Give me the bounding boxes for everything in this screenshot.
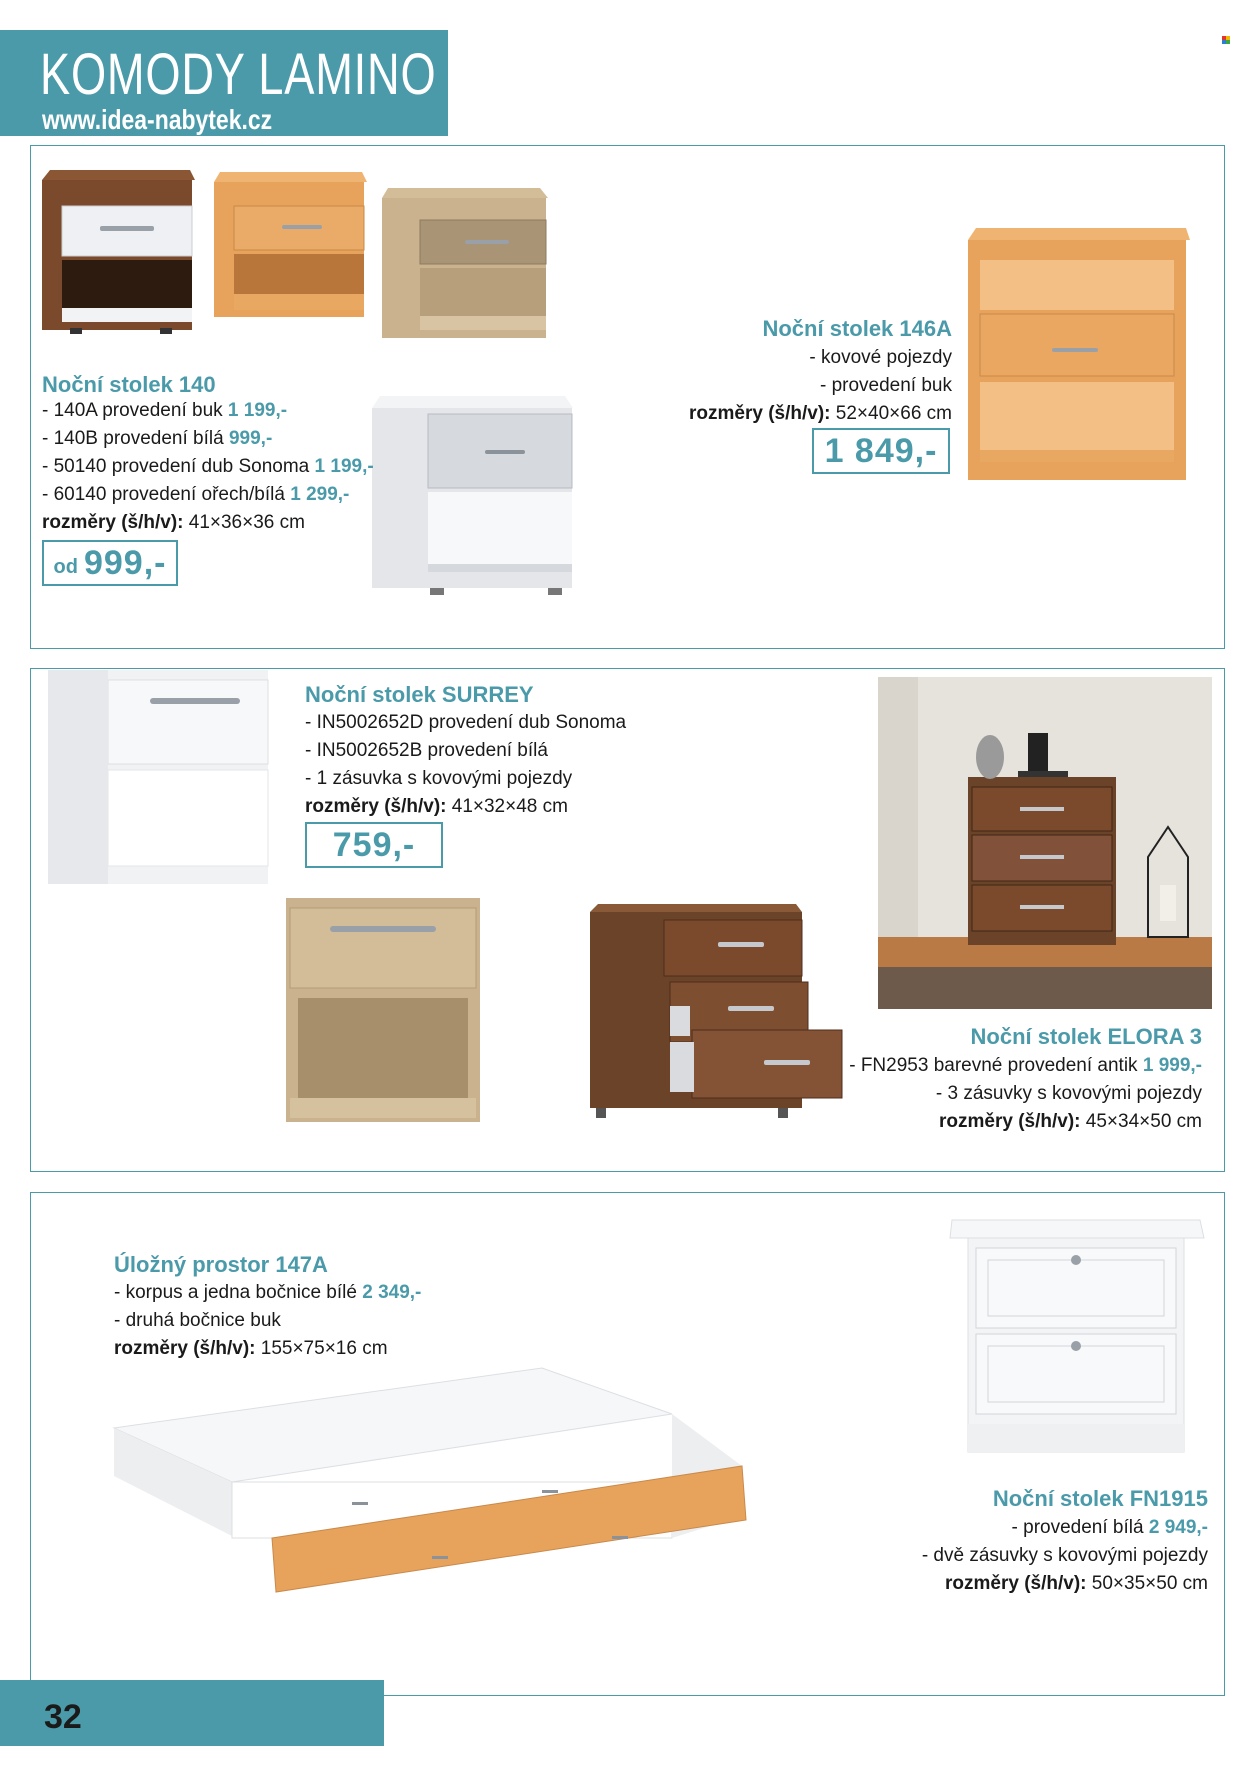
feature-146a-2: - provedení buk	[819, 375, 952, 396]
storage-147a-image	[112, 1366, 748, 1596]
price-value: 999,-	[83, 543, 167, 582]
page-number: 32	[44, 1698, 82, 1736]
variant-fn1915: - provedení bílá 2 949,-	[1011, 1517, 1208, 1538]
nightstand-140-beech-image	[212, 170, 367, 322]
nightstand-140-walnut-image	[40, 168, 195, 338]
nightstand-elora-open-image	[588, 902, 844, 1124]
page-title: KOMODY LAMINO	[40, 42, 437, 107]
price-box-140	[42, 540, 178, 586]
feature-surrey-2: - IN5002652B provedení bílá	[305, 740, 548, 761]
nightstand-140-sonoma-image	[380, 186, 550, 344]
variant-price: 1 199,-	[314, 456, 374, 477]
product-title-140: Noční stolek 140	[42, 372, 216, 397]
variant-price: 999,-	[228, 428, 273, 449]
feature-surrey-3: - 1 zásuvka s kovovými pojezdy	[305, 768, 573, 789]
variant-147a: - korpus a jedna bočnice bílé 2 349,-	[114, 1282, 422, 1303]
product-title-146a: Noční stolek 146A	[762, 316, 952, 341]
variant-140b: - 140B provedení bílá 999,-	[42, 428, 273, 449]
variant-price: 1 999,-	[1142, 1055, 1202, 1076]
price-box-surrey	[305, 822, 443, 868]
variant-50140: - 50140 provedení dub Sonoma 1 199,-	[42, 456, 374, 477]
dims-147a: rozměry (š/h/v): 155×75×16 cm	[114, 1338, 388, 1359]
nightstand-146a-image	[966, 226, 1191, 486]
nightstand-surrey-sonoma-image	[284, 896, 482, 1124]
price-value: 1 849,-	[824, 431, 938, 470]
nightstand-fn1915-image	[948, 1218, 1204, 1458]
variant-elora: - FN2953 barevné provedení antik 1 999,-	[849, 1055, 1202, 1076]
variant-price: 2 349,-	[362, 1282, 422, 1303]
dims-fn1915: rozměry (š/h/v): 50×35×50 cm	[945, 1573, 1208, 1594]
variant-price: 2 949,-	[1148, 1517, 1208, 1538]
feature-surrey-1: - IN5002652D provedení dub Sonoma	[305, 712, 627, 733]
dims-surrey: rozměry (š/h/v): 41×32×48 cm	[305, 796, 568, 817]
dims-146a: rozměry (š/h/v): 52×40×66 cm	[689, 403, 952, 424]
variant-60140: - 60140 provedení ořech/bílá 1 299,-	[42, 484, 350, 505]
dims-elora: rozměry (š/h/v): 45×34×50 cm	[939, 1111, 1202, 1132]
variant-price: 1 199,-	[227, 400, 288, 421]
variant-140a: - 140A provedení buk 1 199,-	[42, 400, 288, 421]
nightstand-elora-room-photo	[878, 677, 1212, 1009]
price-value: 759,-	[332, 825, 416, 864]
price-prefix: od	[53, 555, 78, 578]
nightstand-140-white-image	[370, 394, 575, 597]
variant-price: 1 299,-	[290, 484, 350, 505]
dims-140: rozměry (š/h/v): 41×36×36 cm	[42, 512, 305, 533]
feature-146a-1: - kovové pojezdy	[809, 347, 952, 368]
product-title-fn1915: Noční stolek FN1915	[992, 1486, 1208, 1511]
nightstand-surrey-white-image	[46, 668, 268, 888]
header-url[interactable]: www.idea-nabytek.cz	[42, 104, 273, 135]
feature-fn1915: - dvě zásuvky s kovovými pojezdy	[921, 1545, 1208, 1566]
product-title-surrey: Noční stolek SURREY	[305, 682, 534, 707]
feature-147a: - druhá bočnice buk	[114, 1310, 281, 1331]
feature-elora: - 3 zásuvky s kovovými pojezdy	[935, 1083, 1202, 1104]
price-box-146a	[812, 428, 950, 474]
product-title-147a: Úložný prostor 147A	[114, 1252, 328, 1277]
brand-logo-icon	[1222, 36, 1232, 44]
product-title-elora: Noční stolek ELORA 3	[970, 1024, 1202, 1049]
